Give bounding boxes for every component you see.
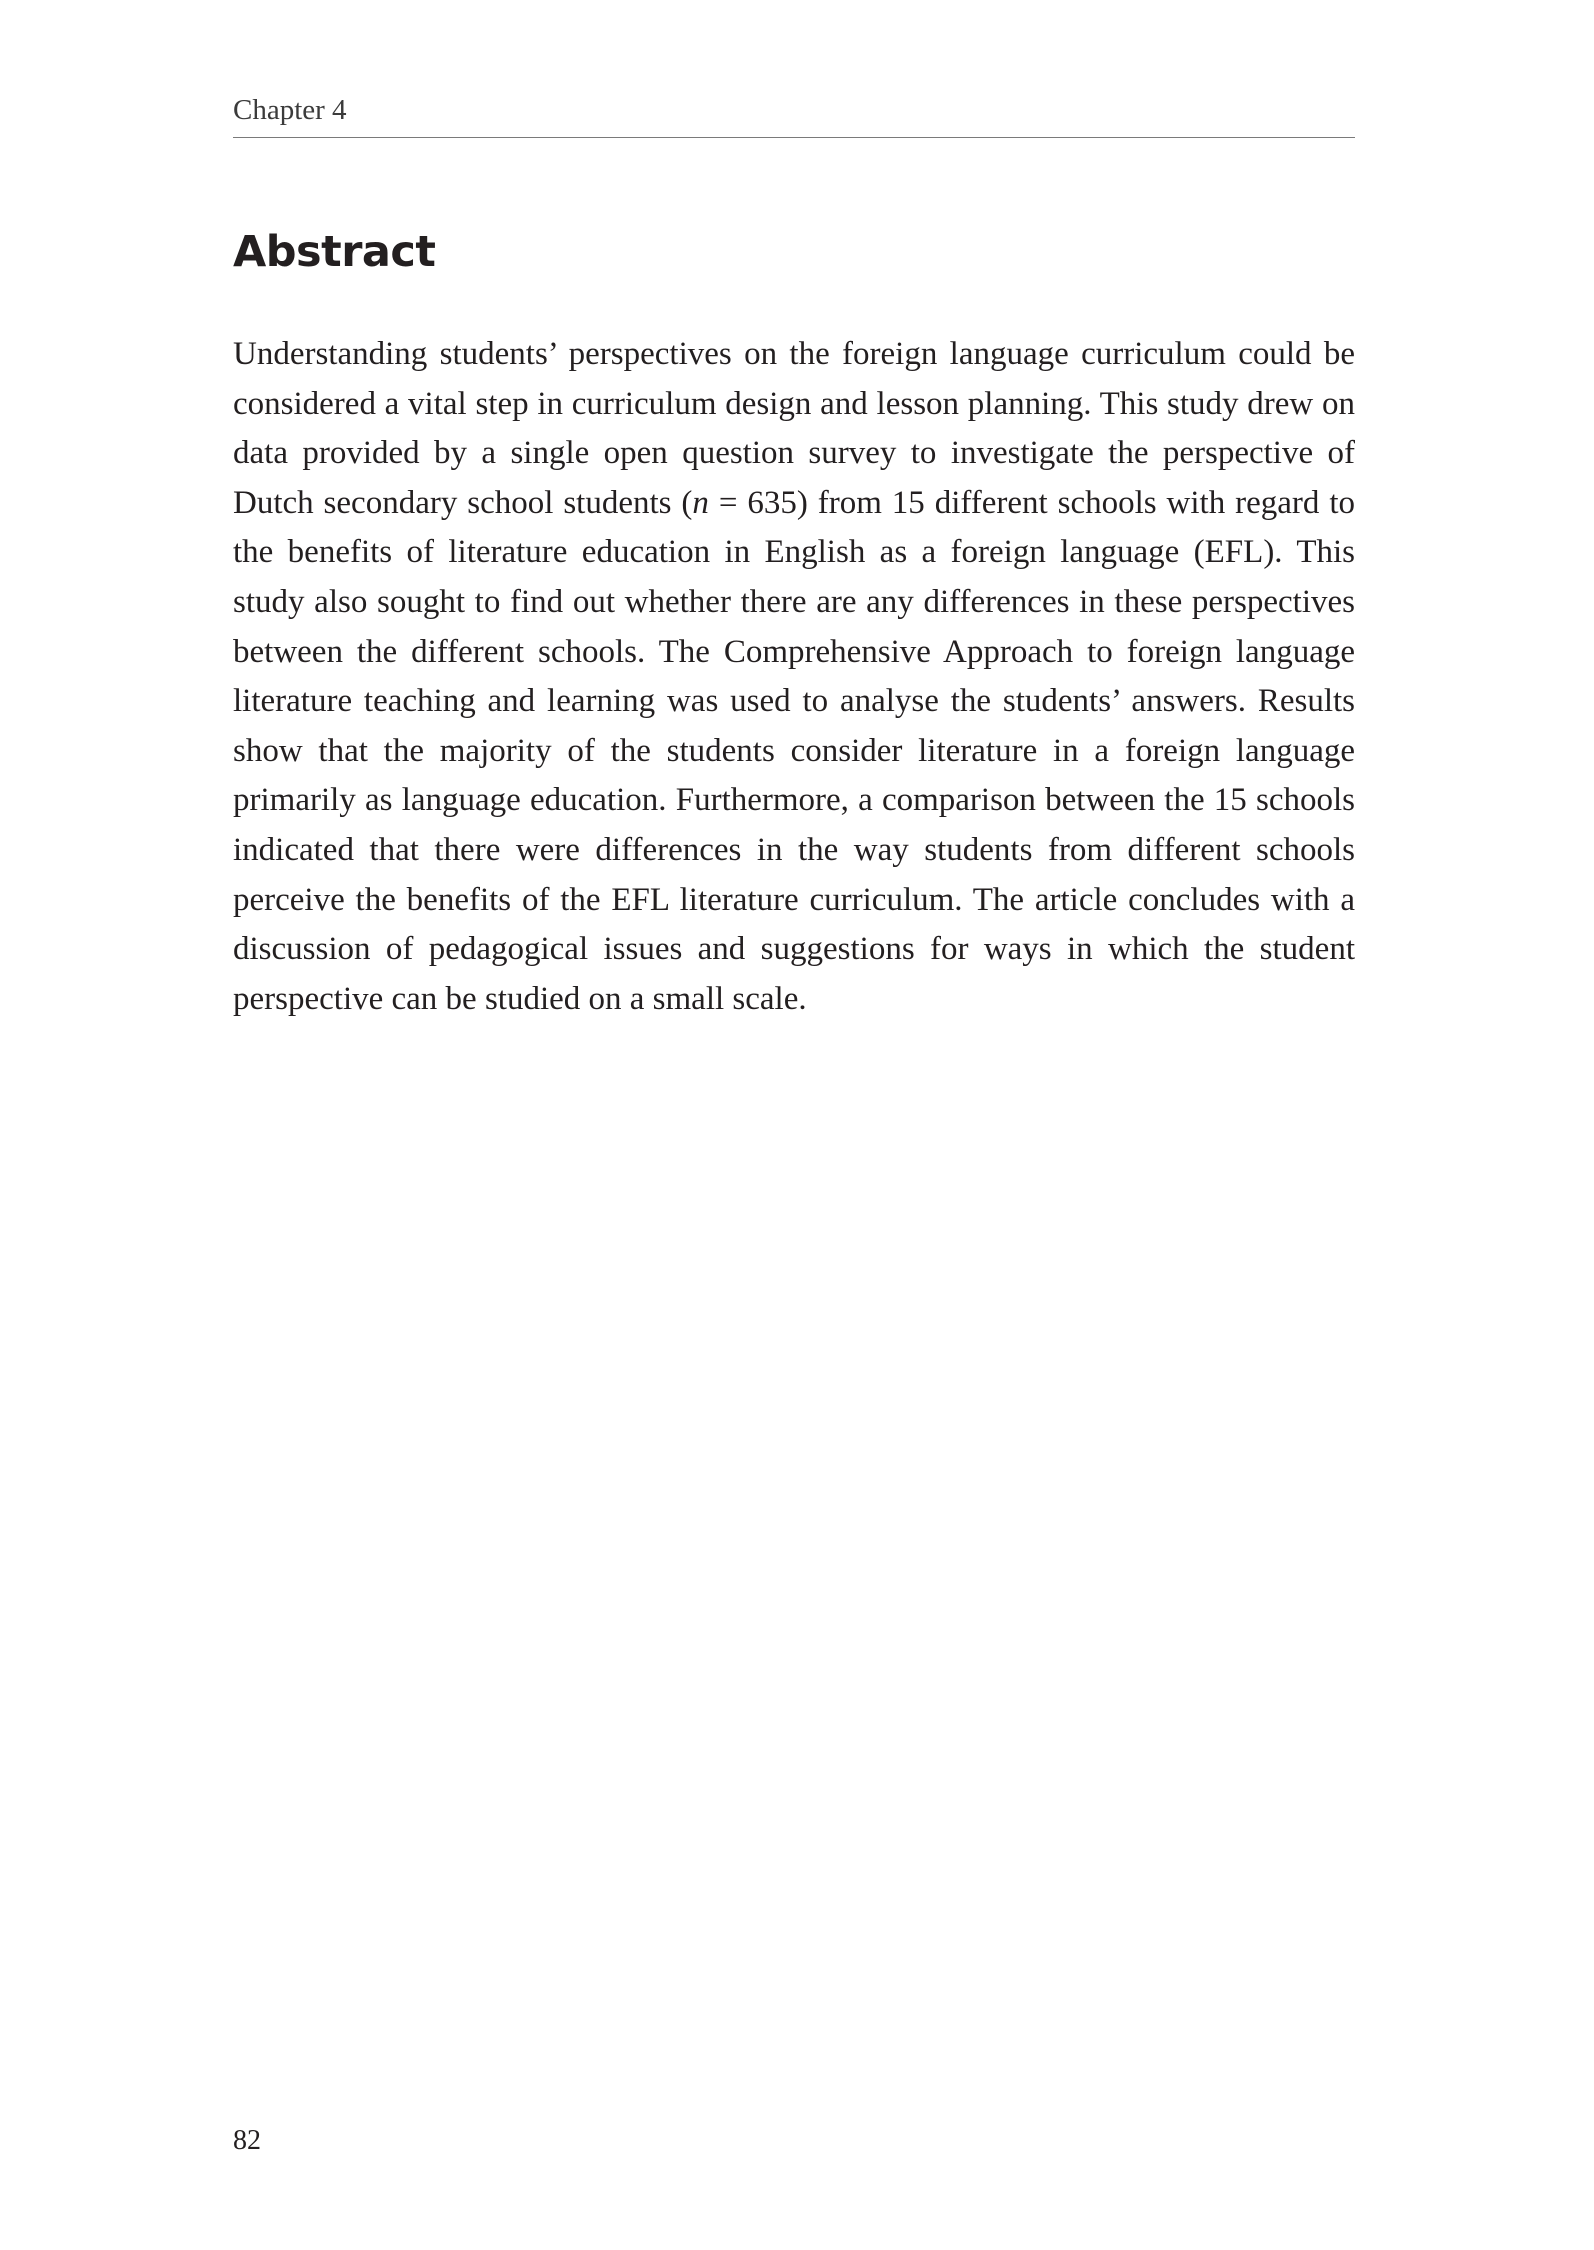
- chapter-label: Chapter 4: [233, 94, 347, 126]
- abstract-paragraph: [233, 330, 1355, 1024]
- abstract-text-part-2: = 635) from 15 different schools with regard to the benefits of literature education in English as a foreign language (EFL). This study also sought to find out whether there are any differences in these perspectives between the different schools. The Comprehensive Approach to foreign language literature teaching and learning was used to analyse the students’ answers. Results show that the majority of the students consider literature in a foreign language primarily as language education. Furthermore, a comparison between the 15 schools indicated that there were differences in the way students from different schools perceive the benefits of the EFL literature curriculum. The article concludes with a discussion of pedagogical issues and suggestions for ways in which the student perspective can be studied on a small scale.: [233, 484, 1355, 1017]
- sample-size-symbol: n: [692, 484, 709, 521]
- page-number: 82: [233, 2125, 261, 2156]
- running-header: [233, 92, 1355, 138]
- abstract-text-part-1: Understanding students’ perspectives on the foreign language curriculum could be considered a vital step in curriculum design and lesson planning. This study drew on data provided by a single open question survey to investigate the perspective of Dutch secondary school students (: [233, 336, 1355, 521]
- section-heading: Abstract: [233, 227, 436, 277]
